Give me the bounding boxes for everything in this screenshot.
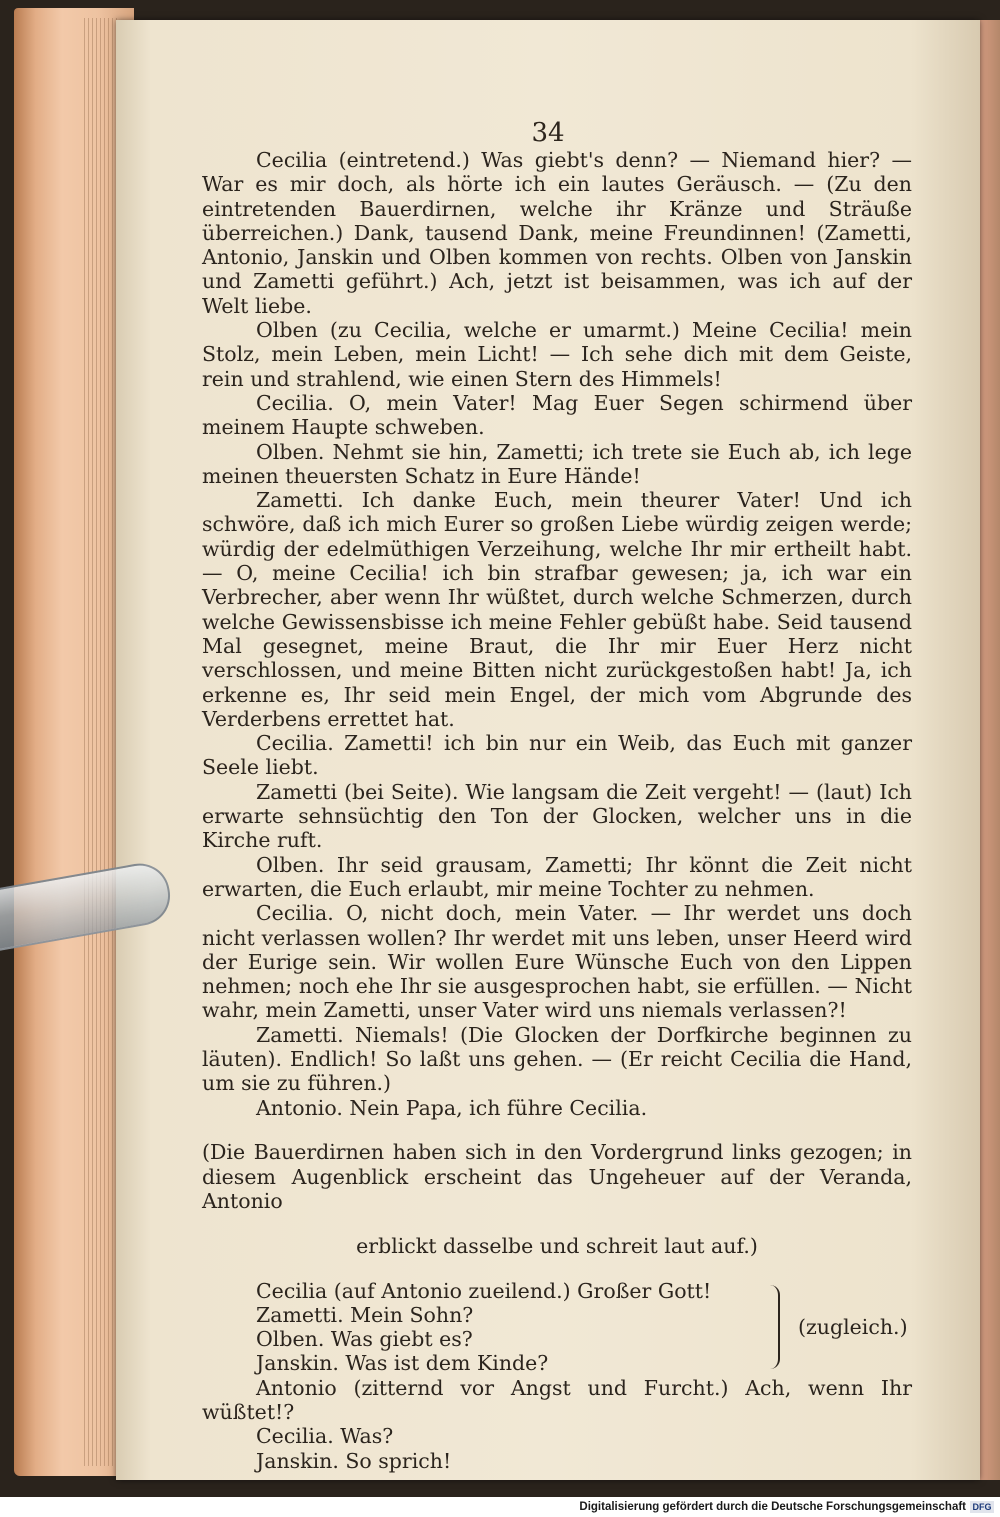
dialogue-line: Cecilia. O, nicht doch, mein Vater. — Ihr werdet uns doch nicht verlassen wollen? Ihr werdet mit uns leben, unser Heerd wird der Eurige sein. Wir wollen Eure Wünsche Euch von den Lippen nehmen; noch ehe Ihr sie ausgesprochen habt, sie erfüllen. — Nicht wahr, mein Zametti, unser Vater wird uns niemals verlassen?! xyxy=(202,901,912,1023)
dialogue-line: Zametti. Niemals! (Die Glocken der Dorfkirche beginnen zu läuten). Endlich! So laßt uns gehen. — (Er reicht Cecilia die Hand, um sie zu führen.) xyxy=(202,1022,912,1096)
stage-direction: (Die Bauerdirnen haben sich in den Vordergrund links gezogen; in diesem Augenblick erscheint das Ungeheuer auf der Veranda, Antonio xyxy=(202,1140,912,1213)
simultaneous-lines xyxy=(202,1279,912,1376)
dialogue-line: Cecilia. O, mein Vater! Mag Euer Segen schirmend über meinem Haupte schweben. xyxy=(202,390,912,440)
dialogue-line: Olben. Ihr seid grausam, Zametti; Ihr könnt die Zeit nicht erwarten, die Euch erlaubt, mir meine Tochter zu nehmen. xyxy=(202,852,912,901)
dialogue-line: Antonio. Nein Papa, ich führe Cecilia. xyxy=(256,1095,648,1120)
dialogue-line: Cecilia (eintretend.) Was giebt's denn? — Niemand hier? — War es mir doch, als hörte ich ein lautes Geräusch. — (Zu den eintretenden Bauerdirnen, welche ihr Kränze und Sträuße überreichen.) Dank, tausend Dank, meine Freundinnen! (Zametti, Antonio, Janskin und Olben kommen von rechts. Olben von Janskin und Zametti geführt.) Ach, jetzt ist beisammen, was ich auf der Welt liebe. xyxy=(202,148,912,318)
page-edges-texture xyxy=(84,18,120,1466)
dialogue-line: Cecilia. Was? xyxy=(256,1424,394,1449)
simultaneous-note: (zugleich.) xyxy=(798,1314,908,1339)
dfg-logo: DFG xyxy=(970,1501,994,1513)
stage-direction-end: erblickt dasselbe und schreit laut auf.) xyxy=(356,1233,758,1258)
funding-notice: Digitalisierung gefördert durch die Deutsche Forschungsgemeinschaft xyxy=(579,1501,966,1513)
dialogue-line: Zametti. Mein Sohn? xyxy=(256,1302,474,1327)
page-text xyxy=(202,148,912,1473)
curly-brace xyxy=(768,1285,780,1369)
dialogue-line: Janskin. So sprich! xyxy=(256,1448,452,1473)
dialogue-line: Cecilia. Zametti! ich bin nur ein Weib, das Euch mit ganzer Seele liebt. xyxy=(202,731,912,780)
dialogue-line: Olben. Was giebt es? xyxy=(256,1327,473,1352)
dialogue-line: Cecilia (auf Antonio zueilend.) Großer Gott! xyxy=(256,1278,712,1303)
dialogue-line: Antonio (zitternd vor Angst und Furcht.) Ach, wenn Ihr wüßtet!? xyxy=(202,1375,912,1425)
page-number: 34 xyxy=(531,118,565,148)
dialogue-line: Janskin. Was ist dem Kinde? xyxy=(256,1351,549,1376)
footer-bar xyxy=(0,1497,1000,1517)
dialogue-line: Olben (zu Cecilia, welche er umarmt.) Meine Cecilia! mein Stolz, mein Leben, mein Licht! — Ich sehe dich mit dem Geiste, rein und strahlend, wie einen Stern des Himmels! xyxy=(202,318,912,391)
dialogue-line: Zametti. Ich danke Euch, mein theurer Vater! Und ich schwöre, daß ich mich Eurer so großen Liebe würdig zeigen werde; würdig der edelmüthigen Verzeihung, welche Ihr mir ertheilt habt. — O, meine Cecilia! ich bin strafbar gewesen; ja, ich war ein Verbrecher, aber wenn Ihr wüßtet, durch welche Schmerzen, durch welche Gewissensbisse ich meine Fehler gebüßt habe. Seid tausend Mal gesegnet, meine Braut, die Ihr mir Euer Herz nicht verschlossen, und meine Bitten nicht zurückgestoßen habt! Ja, ich erkenne es, Ihr seid mein Engel, der mich vom Abgrunde des Verderbens errettet hat. xyxy=(202,488,912,731)
dialogue-line: Zametti (bei Seite). Wie langsam die Zeit vergeht! — (laut) Ich erwarte sehnsüchtig den Ton der Glocken, welcher uns in die Kirche ruft. xyxy=(202,779,912,853)
dialogue-line: Olben. Nehmt sie hin, Zametti; ich trete sie Euch ab, ich lege meinen theuersten Schatz in Eure Hände! xyxy=(202,439,912,488)
